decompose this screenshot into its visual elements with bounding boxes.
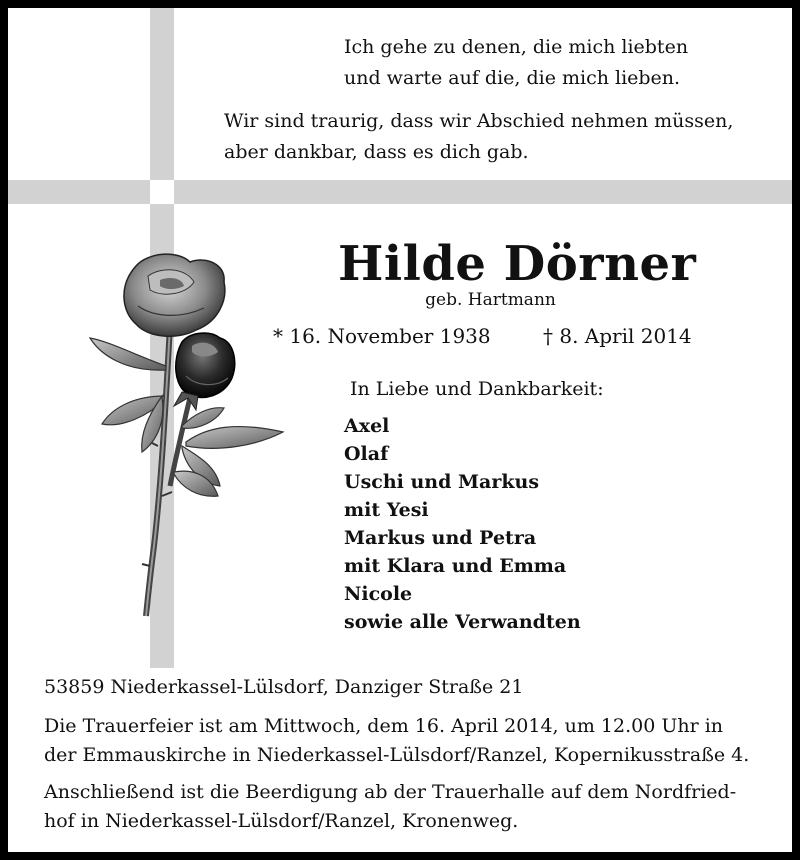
birth-name: geb. Hartmann <box>425 290 556 310</box>
list-item: mit Yesi <box>344 499 429 521</box>
quote-line: aber dankbar, dass es dich gab. <box>224 141 529 163</box>
text-line: der Emmauskirche in Niederkassel-Lülsdorf/Ranzel, Kopernikusstraße 4. <box>44 744 750 766</box>
list-item: sowie alle Verwandten <box>344 611 581 633</box>
cross-horizontal-bar <box>8 180 792 204</box>
funeral-service-info <box>44 712 749 770</box>
list-item: Olaf <box>344 443 389 465</box>
quote-line: Ich gehe zu denen, die mich liebten <box>344 36 689 58</box>
mourners-list <box>344 412 581 636</box>
rose-icon <box>78 246 288 626</box>
list-item: mit Klara und Emma <box>344 555 567 577</box>
quote-verse-2 <box>224 106 733 168</box>
birth-date: * 16. November 1938 <box>273 324 491 348</box>
text-line: hof in Niederkassel-Lülsdorf/Ranzel, Kronenweg. <box>44 810 519 832</box>
quote-line: Wir sind traurig, dass wir Abschied nehmen müssen, <box>224 110 734 132</box>
text-line: Anschließend ist die Beerdigung ab der Trauerhalle auf dem Nordfried- <box>44 781 737 803</box>
cross-intersection <box>150 180 174 204</box>
deceased-name: Hilde Dörner <box>338 236 697 292</box>
text-line: Die Trauerfeier ist am Mittwoch, dem 16. April 2014, um 12.00 Uhr in <box>44 715 724 737</box>
quote-verse-1 <box>344 32 688 94</box>
thanks-intro: In Liebe und Dankbarkeit: <box>350 378 604 400</box>
list-item: Uschi und Markus <box>344 471 540 493</box>
list-item: Axel <box>344 415 390 437</box>
burial-info <box>44 778 736 836</box>
list-item: Markus und Petra <box>344 527 537 549</box>
family-address: 53859 Niederkassel-Lülsdorf, Danziger Straße 21 <box>44 676 524 698</box>
list-item: Nicole <box>344 583 413 605</box>
death-date: † 8. April 2014 <box>543 324 692 348</box>
quote-line: und warte auf die, die mich lieben. <box>344 67 681 89</box>
